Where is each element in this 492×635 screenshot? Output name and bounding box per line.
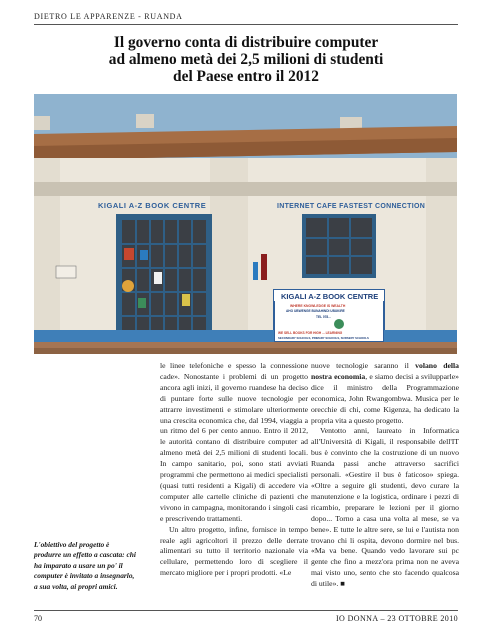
headline-line-1: Il governo conta di distribuire computer <box>113 34 379 51</box>
board-title: KIGALI A-Z BOOK CENTRE <box>281 292 379 301</box>
photo-caption: L'obiettivo del progetto è produrre un effetto a cascata: chi ha imparato a usare un po' il computer è invitato a insegnarlo, a sua volta, ai propri amici. <box>34 540 136 591</box>
article-column-1 <box>160 361 308 607</box>
article-column-2 <box>311 361 459 607</box>
footer-rule <box>34 610 458 611</box>
board-line-5: SECONDARY SCHOOLS, PRIMARY SCHOOLS, NURSERY SCHOOLS <box>278 336 369 340</box>
section-label: DIETRO LE APPARENZE - RUANDA <box>34 12 183 21</box>
page-number: 70 <box>34 614 42 623</box>
article-paragraph: Ventotto anni, laureato in Informatica all'Università di Kigali, il responsabile dell'IT bus è convinto che la costruzione di un nuovo Ruanda passi anche attraverso sacrifici personali. «Gestire il bus è faticoso» spiega. «Oltre a seguire gli studenti, devo curare la manutenzione e la logistica, ordinare i pezzi di ricambio, preparare le lezioni per il giorno dopo... Torno a casa una volta al mese, se va bene». E tutte le altre sere, se lui e l'autista non trovano chi li ospita, devono dormire nel bus. «Ma va bene. Quando vedo lavorare sui pc gente che fino a mezz'ora prima non ne aveva mai visto uno, sento che sto facendo qualcosa di utile». ■ <box>311 426 459 589</box>
board-line-1: WHERE KNOWLEDGE IS WEALTH <box>290 304 346 308</box>
page-header <box>34 12 458 26</box>
headline-line-2: ad almeno metà dei 2,5 milioni di studenti <box>108 51 384 69</box>
board-line-2: AHO UBWENGE BUNAHINDI UBUKIRE <box>286 309 345 313</box>
sign-internet-cafe: INTERNET CAFE FASTEST CONNECTION <box>277 203 426 210</box>
sign-book-centre: KIGALI A-Z BOOK CENTRE <box>98 201 207 210</box>
article-paragraph: le linee telefoniche e spesso la connessione cade». Nonostante i problemi di un progetto ancora agli inizi, il governo ruandese ha deciso di puntare forte sulle nuove tecnologie per attrarre investimenti e stimolare ulteriormente una crescita economica che, dal 1994, viaggia a un ritmo del 6 per cento annuo. Entro il 2012, le autorità contano di distribuire computer ad almeno metà dei 2,5 milioni di studenti locali. In campo sanitario, poi, sono stati avviati programmi che permettono ai medici specialisti (quasi tutti residenti a Kigali) di accedere via computer alle cartelle cliniche di pazienti che vivono in campagna, monitorando i singoli casi e prescrivendo trattamenti. <box>160 361 308 523</box>
text-run: nuove tecnologie saranno il <box>311 361 416 370</box>
bold-phrase: volano della nostra economia <box>311 361 459 381</box>
headline <box>60 34 432 86</box>
page-footer <box>34 610 458 624</box>
header-rule <box>34 24 458 25</box>
board-line-3: TEL 078... <box>316 315 331 319</box>
storefront-photo <box>34 94 457 354</box>
issue-info: IO DONNA – 23 OTTOBRE 2010 <box>335 614 458 623</box>
article-paragraph: Un altro progetto, infine, fornisce in tempo reale agli agricoltori il prezzo delle derrate alimentari su tutto il territorio nazionale via cellulare, permettendo loro di scegliere il mercato migliore per i propri prodotti. «Le <box>160 524 308 578</box>
text-run: , e siamo decisi a svilupparle» dice il ministro della Programmazione economica, John Rwangombwa. Musica per le orecchie di chi, come Kigenza, ha dedicato la propria vita a questo progetto. <box>311 371 459 425</box>
article-paragraph <box>311 361 459 426</box>
headline-line-3: del Paese entro il 2012 <box>173 68 319 86</box>
board-line-4: WE SELL BOOKS FOR HIGH ... LEARNING <box>278 331 343 335</box>
